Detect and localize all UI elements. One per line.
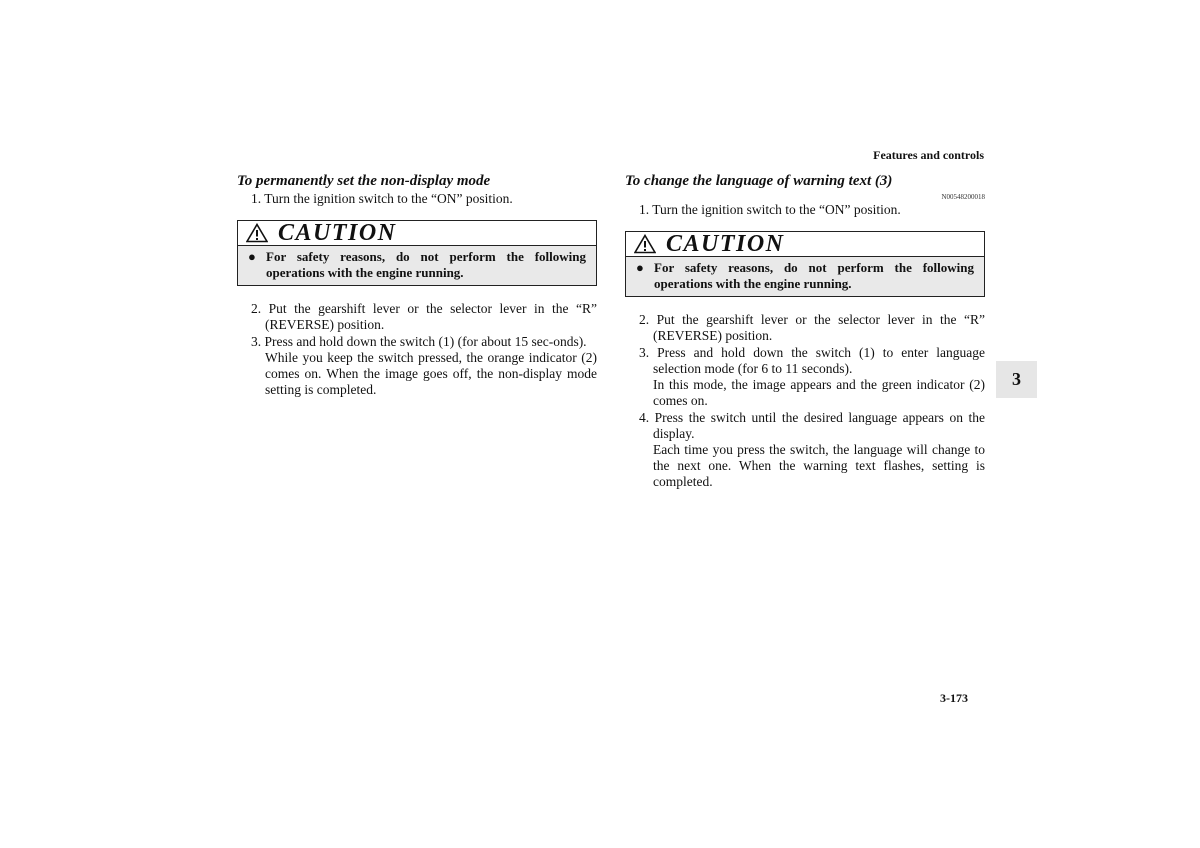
right-step-4-continuation: Each time you press the switch, the language will change to the next one. When the warning text flashes, setting is completed. bbox=[653, 442, 985, 489]
right-step-3-text: 3. Press and hold down the switch (1) to enter language selection mode (for 6 to 11 seconds). bbox=[639, 345, 985, 376]
left-step-3 bbox=[237, 334, 597, 398]
bullet-dot-icon: ● bbox=[248, 249, 256, 264]
bullet-dot-icon: ● bbox=[636, 260, 644, 275]
right-caution-box bbox=[625, 231, 985, 297]
right-caution-text: For safety reasons, do not perform the following operations with the engine running. bbox=[654, 260, 974, 291]
left-caution-header bbox=[238, 221, 596, 246]
right-step-2: 2. Put the gearshift lever or the selector lever in the “R” (REVERSE) position. bbox=[639, 312, 985, 343]
right-heading: To change the language of warning text (3) bbox=[625, 173, 893, 189]
right-step-1: 1. Turn the ignition switch to the “ON” position. bbox=[639, 202, 901, 217]
right-caution-body bbox=[626, 257, 984, 296]
left-step-1: 1. Turn the ignition switch to the “ON” position. bbox=[251, 191, 513, 206]
left-column bbox=[237, 172, 597, 398]
right-step-3 bbox=[625, 345, 985, 409]
warning-triangle-icon bbox=[634, 234, 656, 254]
page-number: 3-173 bbox=[940, 691, 968, 705]
left-step-3-text: 3. Press and hold down the switch (1) (for about 15 sec-onds). bbox=[251, 334, 587, 349]
right-step-4-text: 4. Press the switch until the desired language appears on the display. bbox=[639, 410, 985, 441]
left-caution-body bbox=[238, 246, 596, 285]
left-caution-title: CAUTION bbox=[278, 220, 397, 246]
left-caution-box bbox=[237, 220, 597, 286]
right-step-4 bbox=[625, 410, 985, 490]
right-step-3-continuation: In this mode, the image appears and the green indicator (2) comes on. bbox=[653, 377, 985, 408]
right-column bbox=[625, 172, 985, 490]
right-caution-header bbox=[626, 232, 984, 257]
right-caution-title: CAUTION bbox=[666, 231, 785, 257]
chapter-tab: 3 bbox=[996, 361, 1037, 398]
left-caution-text: For safety reasons, do not perform the following operations with the engine running. bbox=[266, 249, 586, 280]
left-step-3-continuation: While you keep the switch pressed, the orange indicator (2) comes on. When the image goes off, the non-display mode setting is completed. bbox=[265, 350, 597, 397]
left-heading: To permanently set the non-display mode bbox=[237, 173, 491, 189]
left-step-2: 2. Put the gearshift lever or the selector lever in the “R” (REVERSE) position. bbox=[251, 301, 597, 332]
document-code: N00548200018 bbox=[941, 193, 985, 201]
warning-triangle-icon bbox=[246, 223, 268, 243]
section-header: Features and controls bbox=[873, 148, 984, 162]
